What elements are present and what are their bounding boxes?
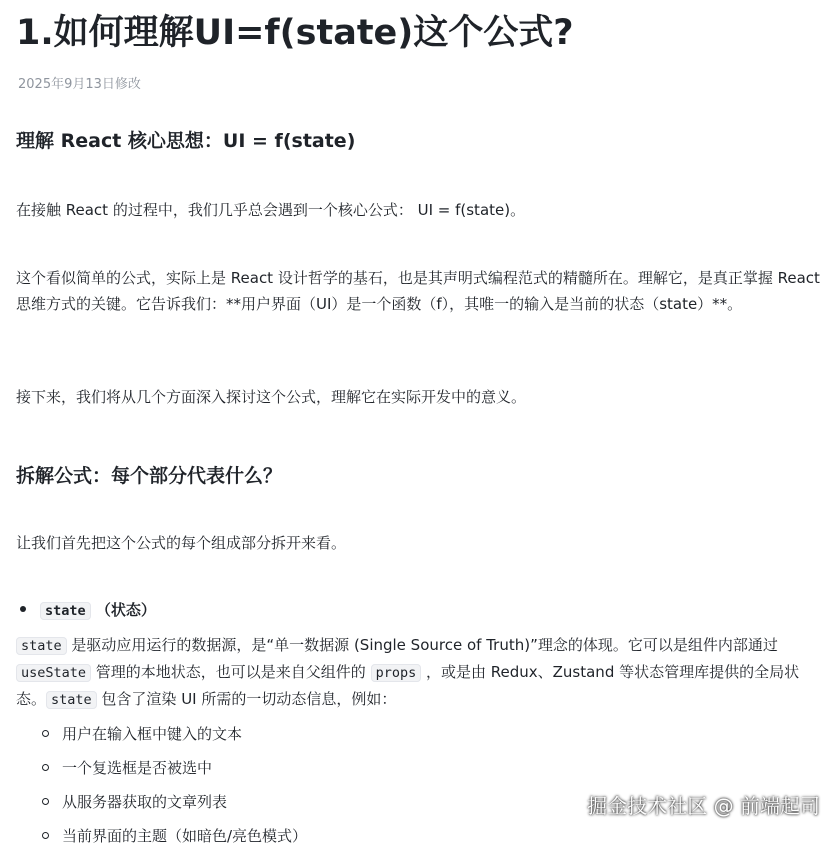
state-desc-text-4: 包含了渲染 UI 所需的一切动态信息，例如： xyxy=(96,690,397,708)
paragraph-next: 接下来，我们将从几个方面深入探讨这个公式，理解它在实际开发中的意义。 xyxy=(16,388,527,406)
paragraph-intro: 在接触 React 的过程中，我们几乎总会遇到一个核心公式： UI = f(state)。 xyxy=(16,201,526,219)
bullet-circle-icon xyxy=(42,798,49,805)
bullet-circle-icon xyxy=(42,832,49,839)
state-desc-text-3: ，或是由 Redux、Zustand 等状态管理库提供的全局状态。 xyxy=(16,663,800,708)
state-desc-text-1: 是驱动应用运行的数据源，是“单一数据源 (Single Source of Truth)”理念的体现。它可以是组件内部通过 xyxy=(66,636,778,654)
list-item: 当前界面的主题（如暗色/亮色模式） xyxy=(42,823,307,857)
paragraph-split-intro: 让我们首先把这个公式的每个组成部分拆开来看。 xyxy=(16,534,347,552)
bullet-circle-icon xyxy=(42,730,49,737)
state-examples-list xyxy=(42,721,307,857)
list-item: 从服务器获取的文章列表 xyxy=(42,789,307,823)
inline-code-props: props xyxy=(371,664,422,682)
paragraph-state-description xyxy=(16,632,822,713)
list-item: 用户在输入框中键入的文本 xyxy=(42,721,307,755)
paragraph-philosophy: 这个看似简单的公式，实际上是 React 设计哲学的基石，也是其声明式编程范式的精髓所在。理解它，是真正掌握 React 思维方式的关键。它告诉我们：**用户界面（UI）是一个函数（f），其唯一的输入是当前的状态（state）**。 xyxy=(16,269,820,313)
watermark-brand: 掘金技术社区 @ 前端起司 xyxy=(587,794,820,818)
section-heading-intro: 理解 React 核心思想：UI = f(state) xyxy=(16,130,356,152)
list-item: 一个复选框是否被选中 xyxy=(42,755,307,789)
bullet-dot-icon xyxy=(20,606,26,612)
section-heading-split: 拆解公式：每个部分代表什么？ xyxy=(16,465,283,487)
bullet-circle-icon xyxy=(42,764,49,771)
inline-code-state: state xyxy=(40,602,91,620)
list-item-state xyxy=(16,597,156,624)
inline-code-usestate: useState xyxy=(16,664,91,682)
modified-date: 2025年9月13日修改 xyxy=(18,77,141,92)
inline-code-state: state xyxy=(16,637,67,655)
inline-code-state: state xyxy=(46,691,97,709)
article-title: 1.如何理解UI=f(state)这个公式? xyxy=(16,13,574,53)
state-desc-text-2: 管理的本地状态，也可以是来自父组件的 xyxy=(91,663,371,681)
state-label: （状态） xyxy=(95,601,156,619)
